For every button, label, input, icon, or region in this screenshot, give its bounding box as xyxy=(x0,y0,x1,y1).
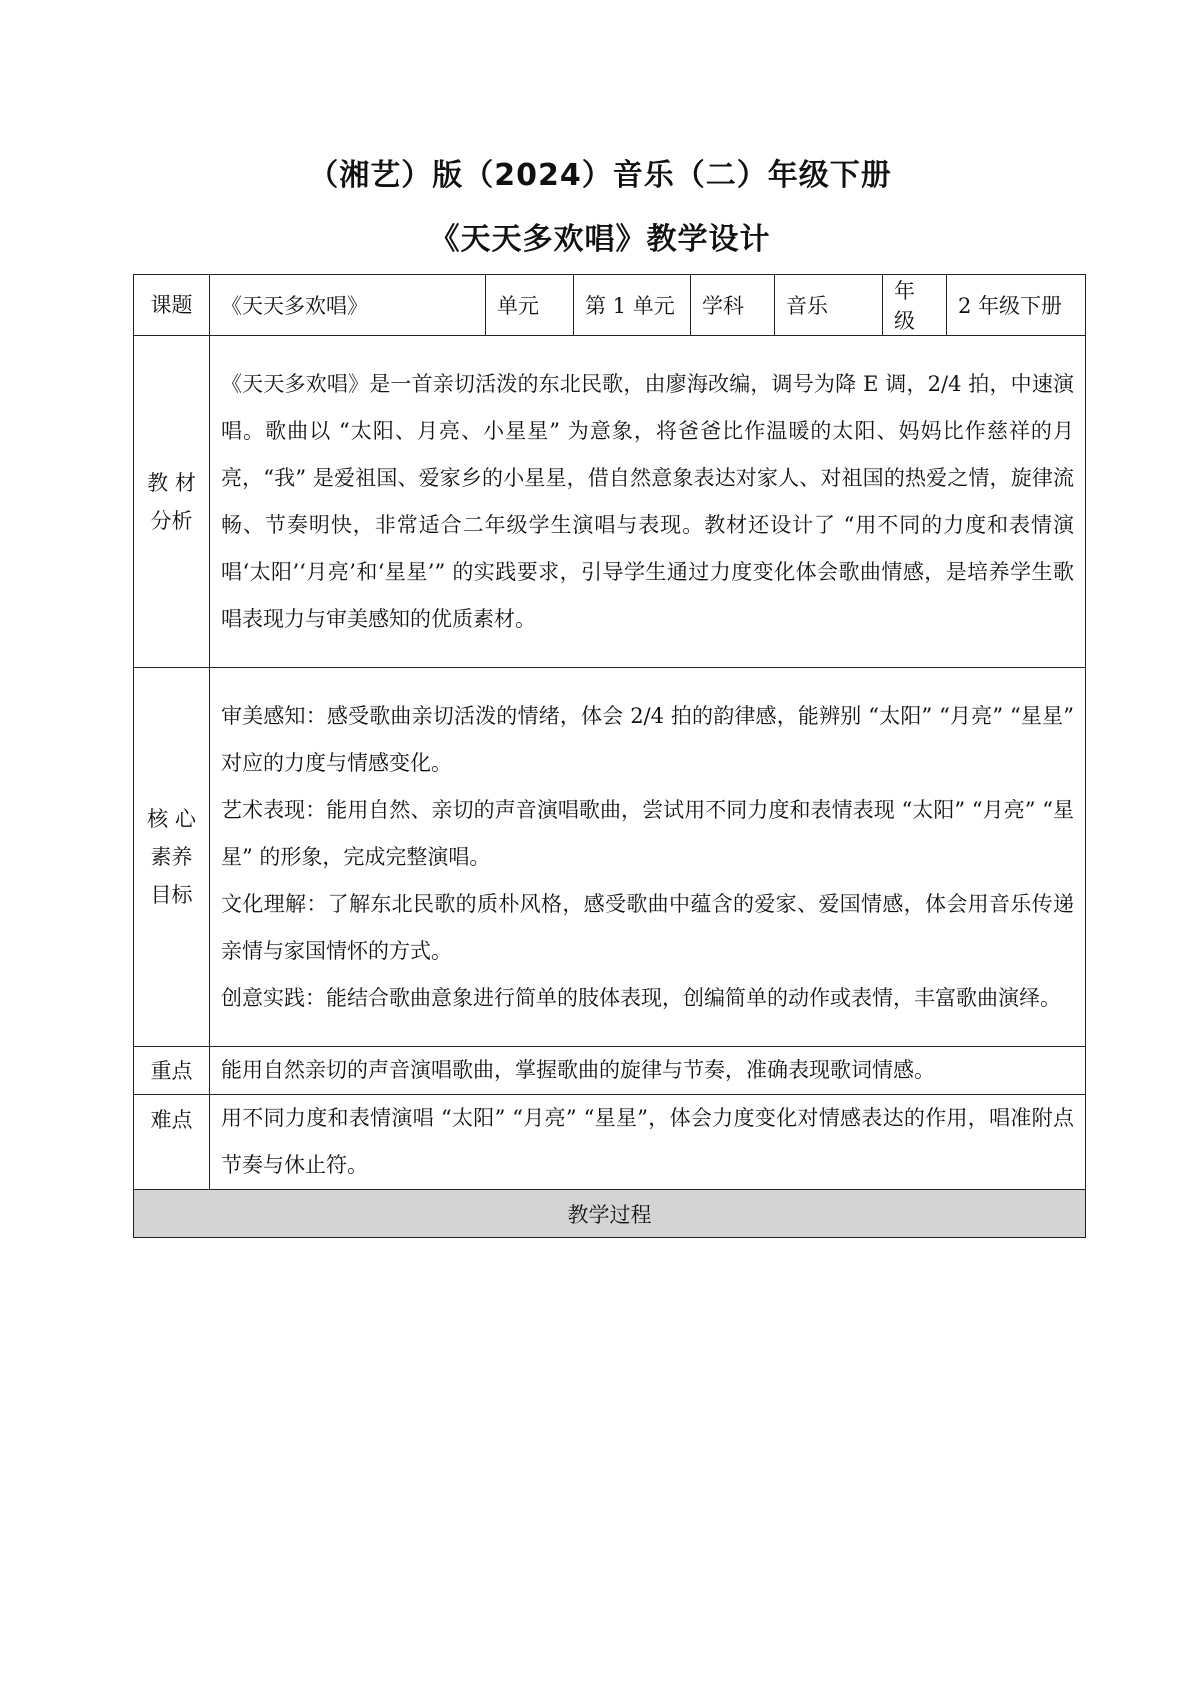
difficulty-row xyxy=(134,1095,1086,1190)
process-row xyxy=(134,1190,1086,1238)
teaching-process-header: 教学过程 xyxy=(134,1190,1086,1238)
grade-label: 年级 xyxy=(883,275,947,336)
core-goals-cell xyxy=(210,668,1086,1047)
subject-value: 音乐 xyxy=(775,275,883,336)
unit-label: 单元 xyxy=(486,275,574,336)
key-point-label: 重点 xyxy=(134,1047,210,1095)
topic-value: 《天天多欢唱》 xyxy=(210,275,486,336)
topic-label: 课题 xyxy=(134,275,210,336)
material-analysis-row xyxy=(134,336,1086,668)
info-row xyxy=(134,275,1086,336)
difficulty-label: 难点 xyxy=(134,1095,210,1190)
goal-aesthetic: 审美感知：感受歌曲亲切活泼的情绪，体会 2/4 拍的韵律感，能辨别 “太阳” “月亮” “星星” 对应的力度与情感变化。 xyxy=(221,703,1074,775)
key-point-text: 能用自然亲切的声音演唱歌曲，掌握歌曲的旋律与节奏，准确表现歌词情感。 xyxy=(210,1047,1086,1095)
subject-label: 学科 xyxy=(691,275,775,336)
document-subtitle: 《天天多欢唱》教学设计 xyxy=(429,222,771,257)
core-goals-row xyxy=(134,668,1086,1047)
goal-cultural: 文化理解：了解东北民歌的质朴风格，感受歌曲中蕴含的爱家、爱国情感，体会用音乐传递亲情与家国情怀的方式。 xyxy=(221,891,1074,963)
key-point-row xyxy=(134,1047,1086,1095)
difficulty-text: 用不同力度和表情演唱 “太阳” “月亮” “星星”，体会力度变化对情感表达的作用，唱准附点节奏与休止符。 xyxy=(210,1095,1086,1190)
lesson-plan-table xyxy=(133,274,1086,1238)
goal-artistic: 艺术表现：能用自然、亲切的声音演唱歌曲，尝试用不同力度和表情表现 “太阳” “月亮” “星星” 的形象，完成完整演唱。 xyxy=(221,797,1074,869)
material-analysis-text: 《天天多欢唱》是一首亲切活泼的东北民歌，由廖海改编，调号为降 E 调，2/4 拍，中速演唱。歌曲以 “太阳、月亮、小星星” 为意象，将爸爸比作温暖的太阳、妈妈比作慈祥的月亮，“我” 是爱祖国、爱家乡的小星星，借自然意象表达对家人、对祖国的热爱之情，旋律流畅、节奏明快，非常适合二年级学生演唱与表现。教材还设计了 “用不同的力度和表情演唱‘太阳’‘月亮’和‘星星’” 的实践要求，引导学生通过力度变化体会歌曲情感，是培养学生歌唱表现力与审美感知的优质素材。 xyxy=(221,371,1074,631)
material-analysis-label: 教 材 分析 xyxy=(134,336,210,668)
unit-value: 第 1 单元 xyxy=(574,275,691,336)
goal-creative: 创意实践：能结合歌曲意象进行简单的肢体表现，创编简单的动作或表情，丰富歌曲演绎。 xyxy=(221,985,1061,1010)
core-goals-label: 核 心 素养 目标 xyxy=(134,668,210,1047)
document-title: （湘艺）版（2024）音乐（二）年级下册 xyxy=(308,158,892,193)
material-analysis-cell xyxy=(210,336,1086,668)
grade-value: 2 年级下册 xyxy=(947,275,1086,336)
